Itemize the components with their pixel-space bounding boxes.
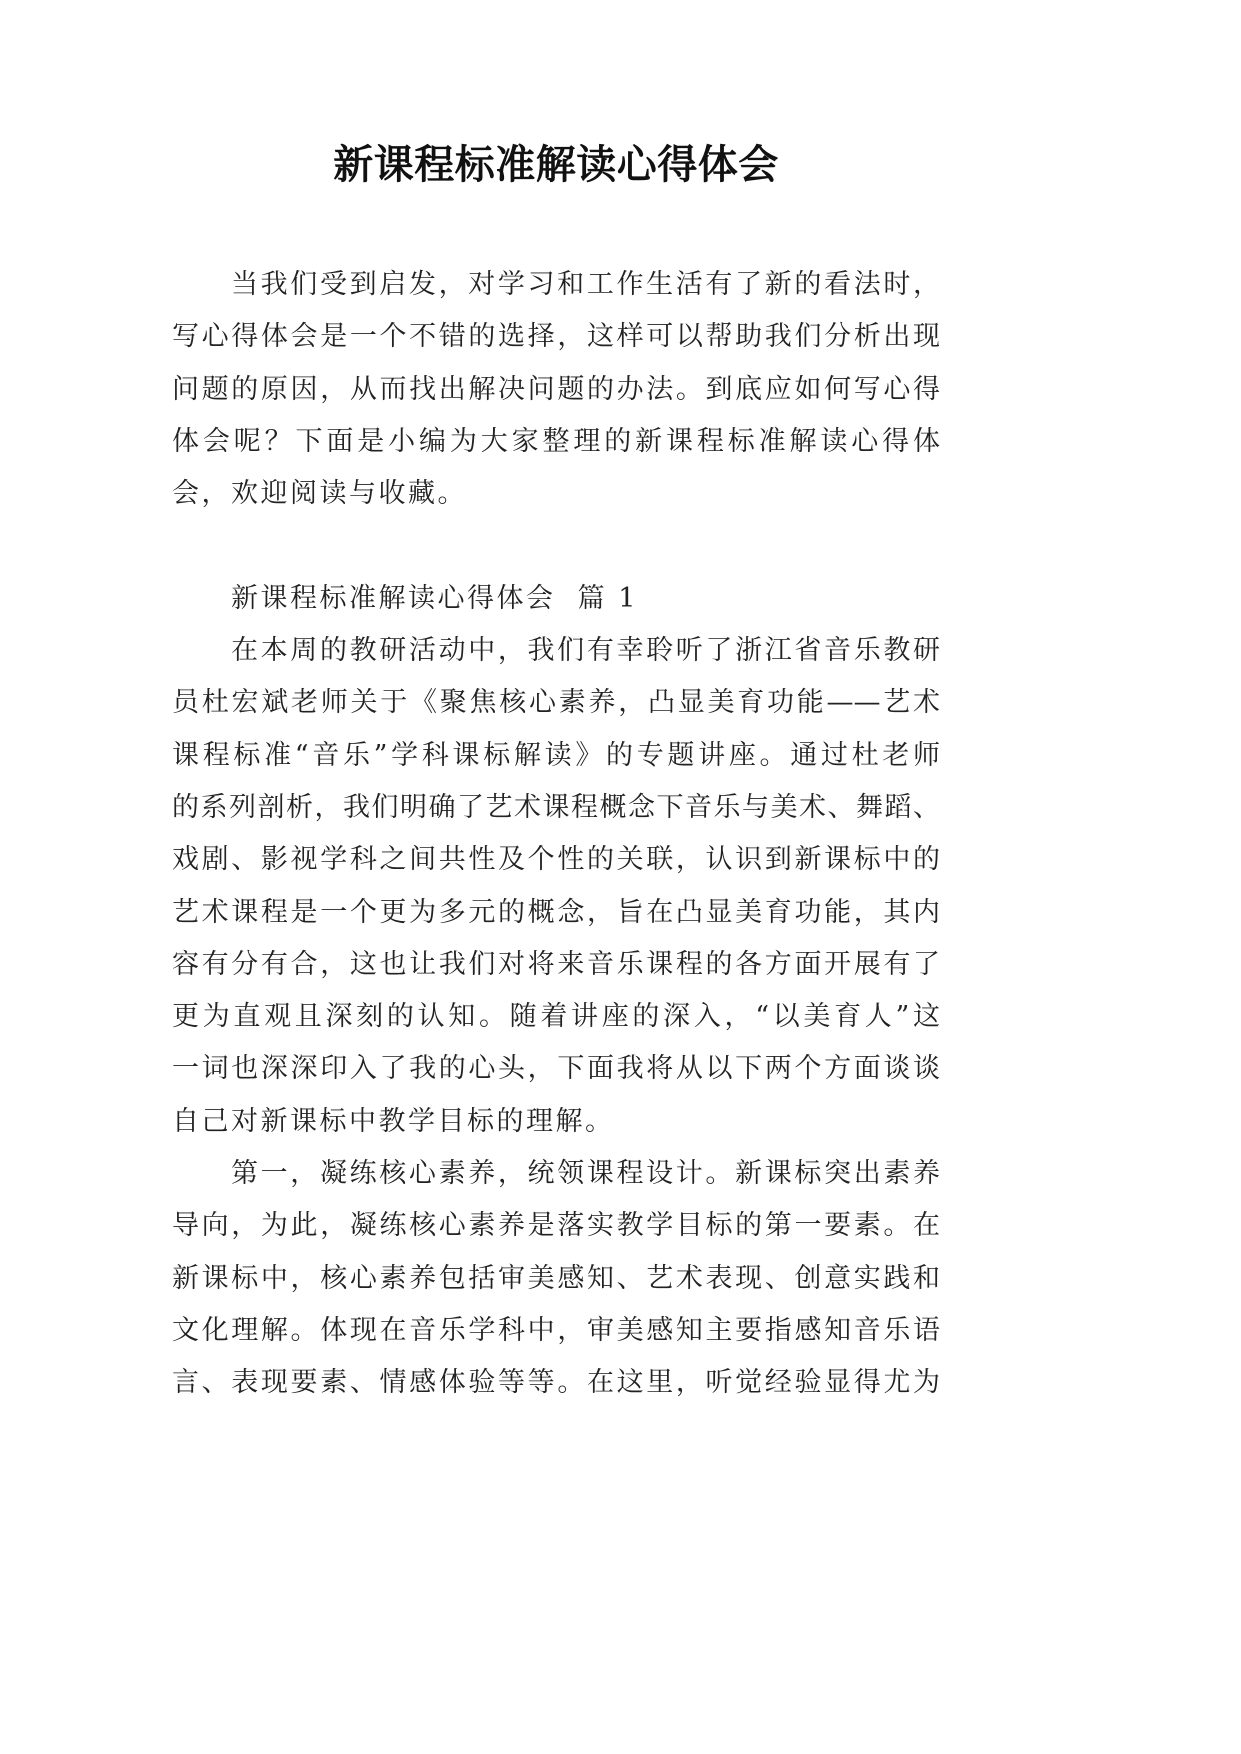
- essay-section: [172, 573, 940, 1410]
- paragraph-line: 一词也深深印入了我的心头，下面我将从以下两个方面谈谈: [172, 1053, 940, 1085]
- page-title: 新课程标准解读心得体会: [333, 141, 779, 188]
- paragraph-line: 戏剧、影视学科之间共性及个性的关联，认识到新课标中的: [172, 844, 940, 876]
- paragraph-line: 在本周的教研活动中，我们有幸聆听了浙江省音乐教研: [231, 635, 940, 667]
- paragraph-line: 员杜宏斌老师关于《聚焦核心素养，凸显美育功能——艺术: [172, 687, 940, 719]
- paragraph-line: 容有分有合，这也让我们对将来音乐课程的各方面开展有了: [172, 948, 940, 980]
- paragraph-line: 艺术课程是一个更为多元的概念，旨在凸显美育功能，其内: [172, 896, 940, 928]
- paragraph-line: 会，欢迎阅读与收藏。: [172, 478, 467, 510]
- paragraph-line: 课程标准“音乐”学科课标解读》的专题讲座。通过杜老师: [172, 739, 940, 771]
- paragraph-line: 文化理解。体现在音乐学科中，审美感知主要指感知音乐语: [172, 1314, 940, 1346]
- body-paragraph: [172, 625, 940, 1148]
- paragraph-line: 体会呢？下面是小编为大家整理的新课程标准解读心得体: [172, 425, 940, 457]
- document-body: [172, 259, 940, 1410]
- paragraph-line: 新课标中，核心素养包括审美感知、艺术表现、创意实践和: [172, 1262, 940, 1294]
- paragraph-line: 写心得体会是一个不错的选择，这样可以帮助我们分析出现: [172, 321, 940, 353]
- paragraph-line: 的系列剖析，我们明确了艺术课程概念下音乐与美术、舞蹈、: [172, 791, 940, 823]
- paragraph-line: 问题的原因，从而找出解决问题的办法。到底应如何写心得: [172, 373, 940, 405]
- paragraph-line: 更为直观且深刻的认知。随着讲座的深入，“以美育人”这: [172, 1001, 940, 1033]
- intro-paragraph: [172, 259, 940, 520]
- paragraph-line: 导向，为此，凝练核心素养是落实教学目标的第一要素。在: [172, 1210, 940, 1242]
- body-paragraph: [172, 1148, 940, 1409]
- paragraph-line: 第一，凝练核心素养，统领课程设计。新课标突出素养: [231, 1158, 940, 1190]
- paragraph-line: 当我们受到启发，对学习和工作生活有了新的看法时，: [231, 269, 940, 300]
- paragraph-line: 言、表现要素、情感体验等等。在这里，听觉经验显得尤为: [172, 1367, 940, 1399]
- paragraph-line: 自己对新课标中教学目标的理解。: [172, 1105, 615, 1137]
- section-heading: 新课程标准解读心得体会 篇 1: [231, 582, 638, 614]
